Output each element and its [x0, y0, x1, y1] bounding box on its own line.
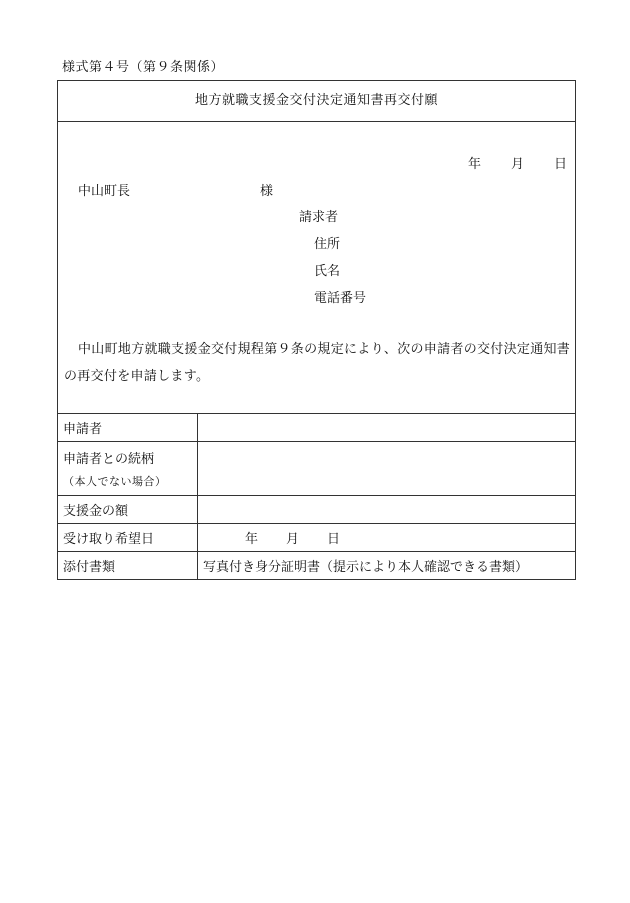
- relationship-note: （本人でない場合）: [63, 475, 167, 488]
- applicant-field[interactable]: [198, 414, 576, 442]
- relationship-field[interactable]: [198, 442, 576, 496]
- request-frame: [57, 80, 576, 414]
- table-row-amount: [58, 496, 576, 524]
- requester-phone-label: 電話番号: [314, 291, 367, 306]
- requester-heading: 請求者: [299, 210, 339, 225]
- requester-name-label: 氏名: [314, 264, 341, 279]
- requester-address-label: 住所: [314, 237, 341, 252]
- submission-date: [468, 153, 567, 172]
- relationship-label-cell: [58, 442, 198, 496]
- applicant-label: 申請者: [58, 414, 198, 442]
- receive-date-field[interactable]: [198, 524, 576, 552]
- receive-date-month: 月: [286, 532, 300, 547]
- details-table: [57, 413, 576, 580]
- receive-date-label: 受け取り希望日: [58, 524, 198, 552]
- request-body-text: 中山町地方就職支援金交付規程第９条の規定により、次の申請者の交付決定通知書の再交付を申請します。: [64, 342, 571, 384]
- form-number: 様式第４号（第９条関係）: [62, 60, 225, 75]
- amount-label: 支援金の額: [58, 496, 198, 524]
- form-title: 地方就職支援金交付決定通知書再交付願: [58, 81, 575, 122]
- attachments-value: 写真付き身分証明書（提示により本人確認できる書類）: [198, 552, 576, 580]
- receive-date-day: 日: [327, 532, 341, 547]
- table-row-attachments: [58, 552, 576, 580]
- date-year: 年: [467, 157, 481, 172]
- receive-date-year: 年: [245, 532, 259, 547]
- addressee: 中山町長: [78, 184, 131, 199]
- honorific: 様: [260, 184, 274, 199]
- amount-field[interactable]: [198, 496, 576, 524]
- relationship-label: 申請者との続柄: [63, 452, 155, 467]
- attachments-label: 添付書類: [58, 552, 198, 580]
- date-month: 月: [510, 157, 524, 172]
- date-day: 日: [553, 157, 567, 172]
- table-row-applicant: [58, 414, 576, 442]
- table-row-receive-date: [58, 524, 576, 552]
- table-row-relationship: [58, 442, 576, 496]
